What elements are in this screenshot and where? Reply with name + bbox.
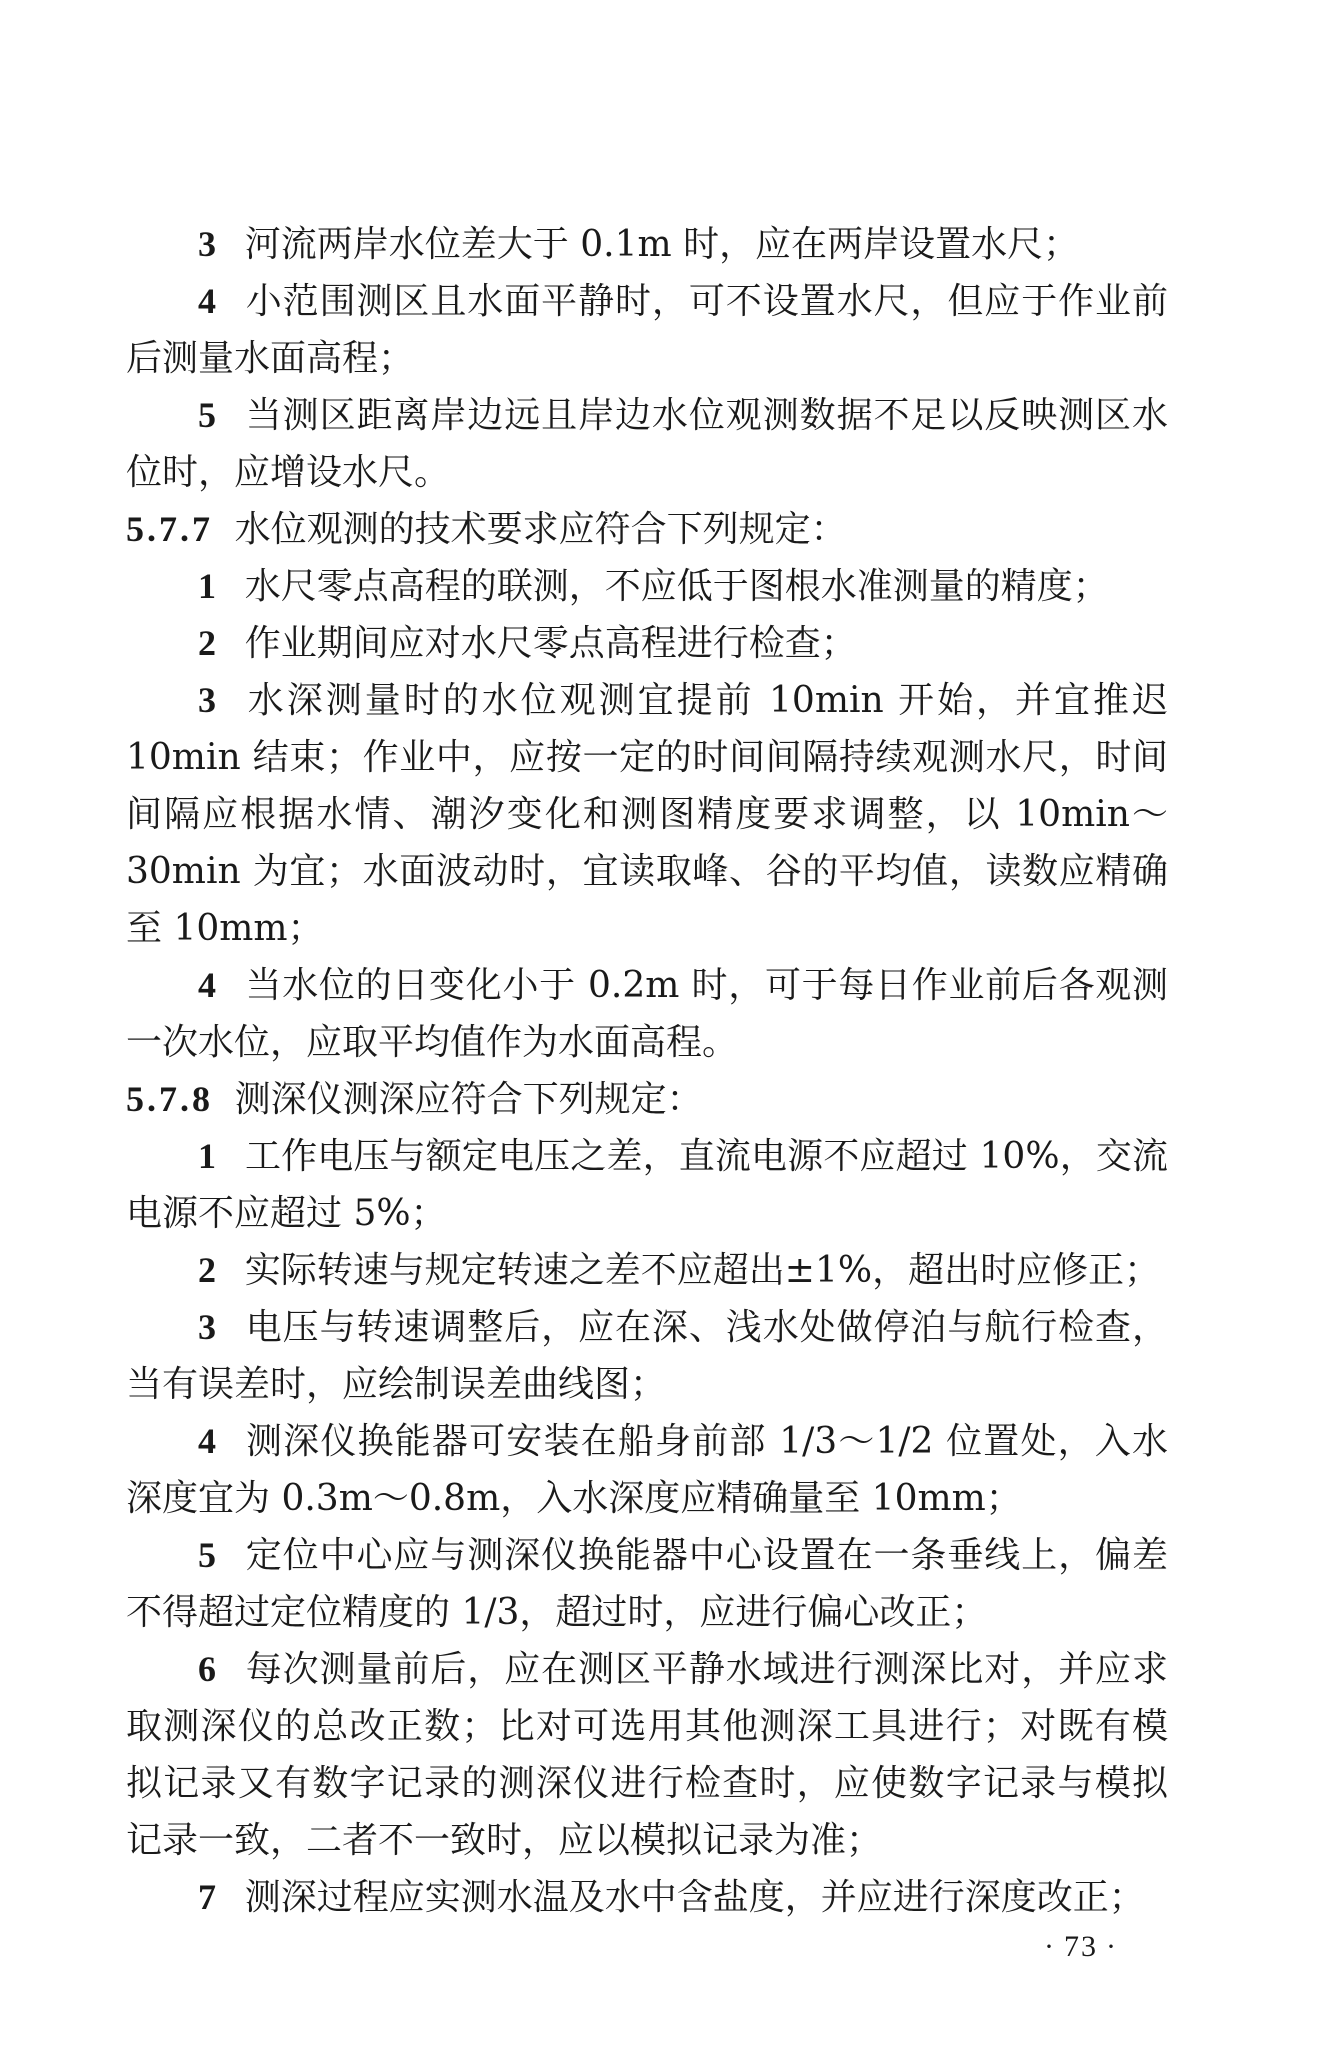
item-number: 4 xyxy=(198,965,216,1005)
item-number: 7 xyxy=(198,1877,216,1917)
page-number xyxy=(1036,1930,1126,1964)
paragraph-text: 实际转速与规定转速之差不应超出±1%，超出时应修正； xyxy=(244,1250,1161,1291)
paragraph-text: 每次测量前后，应在测区平静水域进行测深比对，并应求取测深仪的总改正数；比对可选用其他测深工具进行；对既有模拟记录又有数字记录的测深仪进行检查时，应使数字记录与模拟记录一致，二者不一致时，应以模拟记录为准； xyxy=(126,1649,1168,1861)
item-number: 4 xyxy=(198,281,216,321)
item-number: 3 xyxy=(198,224,216,264)
list-item xyxy=(126,615,1168,672)
list-item xyxy=(126,957,1168,1071)
clause-paragraph xyxy=(126,1071,1168,1128)
item-number: 4 xyxy=(198,1421,216,1461)
page-number-dot-left: · xyxy=(1044,1930,1056,1963)
item-number: 6 xyxy=(198,1649,216,1689)
list-item xyxy=(126,1128,1168,1242)
paragraph-text: 工作电压与额定电压之差，直流电源不应超过 10%，交流电源不应超过 5%； xyxy=(126,1136,1168,1234)
paragraph-text: 定位中心应与测深仪换能器中心设置在一条垂线上，偏差不得超过定位精度的 1/3，超过时，应进行偏心改正； xyxy=(126,1535,1168,1633)
list-item xyxy=(126,1413,1168,1527)
item-number: 2 xyxy=(198,623,216,663)
item-number: 3 xyxy=(198,680,216,720)
paragraph-text: 河流两岸水位差大于 0.1m 时，应在两岸设置水尺； xyxy=(244,224,1080,265)
clause-number: 5.7.7 xyxy=(126,509,213,549)
page-number-dot-right: · xyxy=(1106,1930,1118,1963)
list-item xyxy=(126,558,1168,615)
list-item xyxy=(126,1527,1168,1641)
item-number: 5 xyxy=(198,395,216,435)
item-number: 3 xyxy=(198,1307,216,1347)
list-item xyxy=(126,1869,1168,1926)
body-text xyxy=(126,216,1168,1926)
paragraph-text: 当水位的日变化小于 0.2m 时，可于每日作业前后各观测一次水位，应取平均值作为水面高程。 xyxy=(126,965,1168,1063)
item-number: 1 xyxy=(198,566,216,606)
paragraph-text: 测深仪换能器可安装在船身前部 1/3～1/2 位置处，入水深度宜为 0.3m～0.8m，入水深度应精确量至 10mm； xyxy=(126,1421,1168,1519)
paragraph-text: 小范围测区且水面平静时，可不设置水尺，但应于作业前后测量水面高程； xyxy=(126,281,1168,379)
paragraph-text: 水深测量时的水位观测宜提前 10min 开始，并宜推迟 10min 结束；作业中，应按一定的时间间隔持续观测水尺，时间间隔应根据水情、潮汐变化和测图精度要求调整，以 10min～30min 为宜；水面波动时，宜读取峰、谷的平均值，读数应精确至 10mm； xyxy=(126,680,1168,949)
paragraph-text: 作业期间应对水尺零点高程进行检查； xyxy=(244,623,857,664)
page-number-value: 73 xyxy=(1064,1930,1098,1963)
item-number: 2 xyxy=(198,1250,216,1290)
paragraph-text: 电压与转速调整后，应在深、浅水处做停泊与航行检查，当有误差时，应绘制误差曲线图； xyxy=(126,1307,1168,1405)
paragraph-text: 测深过程应实测水温及水中含盐度，并应进行深度改正； xyxy=(244,1877,1145,1918)
list-item xyxy=(126,1242,1168,1299)
list-item xyxy=(126,387,1168,501)
paragraph-text: 当测区距离岸边远且岸边水位观测数据不足以反映测区水位时，应增设水尺。 xyxy=(126,395,1168,493)
clause-paragraph xyxy=(126,501,1168,558)
item-number: 1 xyxy=(198,1136,216,1176)
paragraph-text: 测深仪测深应符合下列规定： xyxy=(234,1079,703,1120)
paragraph-text: 水位观测的技术要求应符合下列规定： xyxy=(234,509,847,550)
list-item xyxy=(126,1641,1168,1869)
list-item xyxy=(126,672,1168,957)
item-number: 5 xyxy=(198,1535,216,1575)
paragraph-text: 水尺零点高程的联测，不应低于图根水准测量的精度； xyxy=(244,566,1109,607)
clause-number: 5.7.8 xyxy=(126,1079,213,1119)
list-item xyxy=(126,216,1168,273)
list-item xyxy=(126,273,1168,387)
list-item xyxy=(126,1299,1168,1413)
